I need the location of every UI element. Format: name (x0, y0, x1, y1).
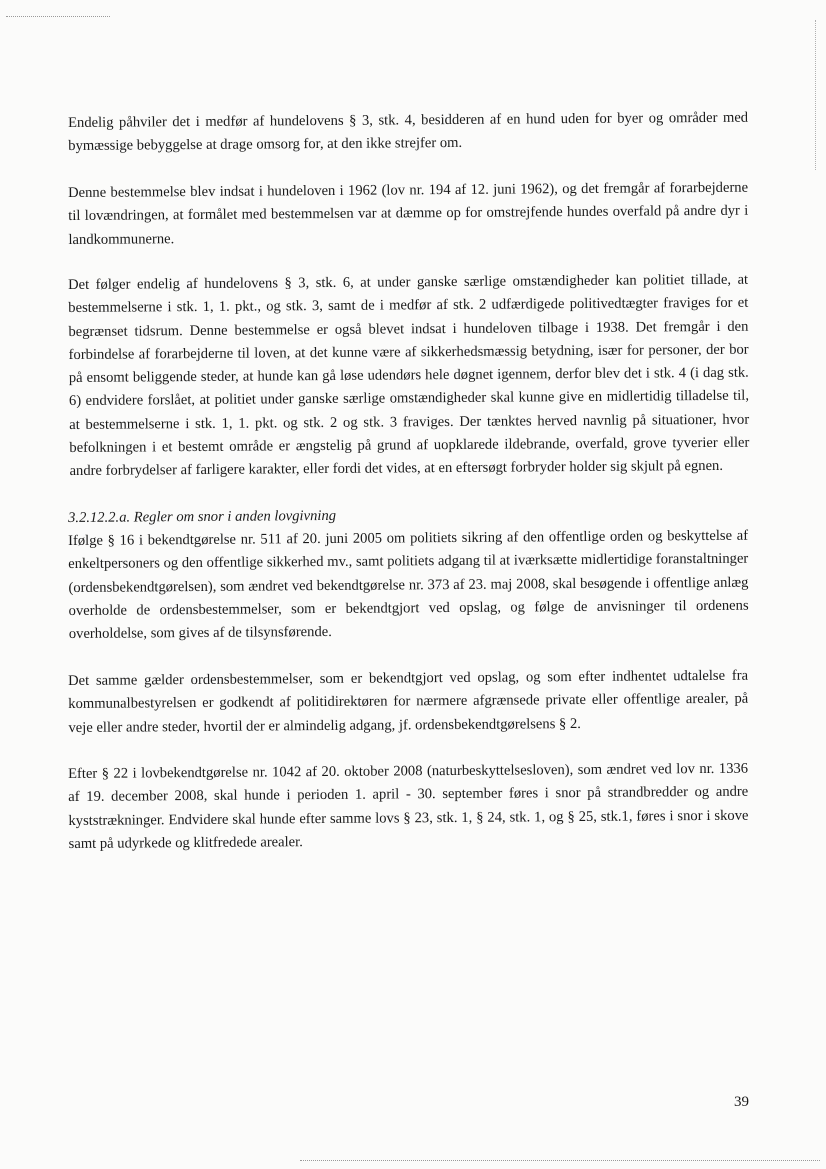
paragraph-1962-amendment: Denne bestemmelse blev indsat i hundeloven i 1962 (lov nr. 194 af 12. juni 1962), og det fremgår af forarbejderne til lovændringen, at formålet med bestemmelsen var at dæmme op for omstrejfende hundes overfald på andre dyr i landkommunerne. (68, 179, 749, 248)
scan-artifact-right (815, 20, 816, 170)
scan-artifact-top (6, 16, 110, 17)
section-heading: 3.2.12.2.a. Regler om snor i anden lovgivning (68, 508, 337, 527)
paragraph-nature-protection: Efter § 22 i lovbekendtgørelse nr. 1042 af 20. oktober 2008 (naturbeskyttelsesloven), som ændret ved lov nr. 1336 af 19. december 2008, skal hunde i perioden 1. april - 30. september føres i snor på strandbredder og andre kyststrækninger. Endvidere skal hunde efter samme lovs § 23, stk. 1, § 24, stk. 1, og § 25, stk.1, føres i snor i skove samt på udyrkede og klitfredede arealer. (68, 760, 749, 852)
paragraph-order-rules-areas: Det samme gælder ordensbestemmelser, som er bekendtgjort ved opslag, og som efter indhentet udtalelse fra kommunalbestyrelsen er godkendt af politidirektøren for nærmere afgrænsede private eller offentlige arealer, på veje eller andre steder, hvortil der er almindelig adgang, jf. ordensbekendtgørelsens § 2. (68, 667, 749, 736)
page-content (68, 109, 750, 879)
page-number: 39 (734, 1094, 749, 1110)
paragraph-order-regulation: Ifølge § 16 i bekendtgørelse nr. 511 af 20. juni 2005 om politiets sikring af den offentlige orden og beskyttelse af enkeltpersoners og den offentlige sikkerhed mv., samt politiets adgang til at iværksætte midlertidige foranstaltninger (ordensbekendtgørelsen), som ændret ved bekendtgørelse nr. 373 af 23. maj 2008, skal besøgende i offentlige anlæg overholde de ordensbestemmelser, som er bekendtgjort ved opslag, og følge de anvisninger til ordenens overholdelse, som gives af de tilsynsførende. (68, 528, 749, 643)
paragraph-stray-dogs: Endelig påhviler det i medfør af hundelovens § 3, stk. 4, besidderen af en hund uden for byer og områder med bymæssige bebyggelse at drage omsorg for, at den ikke strejfer om. (68, 109, 749, 155)
paragraph-police-exemption: Det følger endelig af hundelovens § 3, stk. 6, at under ganske særlige omstændigheder kan politiet tillade, at bestemmelserne i stk. 1, 1. pkt., og stk. 3, samt de i medfør af stk. 2 udfærdigede politivedtægter fraviges for et begrænset tidsrum. Denne bestemmelse er også blevet indsat i hundeloven tilbage i 1938. Det fremgår i den forbindelse af forarbejderne til loven, at det kunne være af sikkerhedsmæssig betydning, især for personer, der bor på ensomt beliggende steder, at hunde kan gå løse udendørs hele døgnet igennem, derfor blev det i stk. 4 (i dag stk. 6) endvidere forslået, at politiet under ganske særlige omstændigheder skal kunne give en midlertidig tilladelse til, at bestemmelserne i stk. 1, 1. pkt. og stk. 2 og stk. 3 fraviges. Der tænktes herved navnlig på situationer, hvor befolkningen i et bestemt område er ængstelig på grund af uopklarede ildebrande, overfald, grove tyverier eller andre forbrydelser af farligere karakter, eller fordi det vides, at en eftersøgt forbryder holder sig skjult på egnen. (68, 272, 750, 480)
scan-artifact-bottom (300, 1160, 820, 1161)
